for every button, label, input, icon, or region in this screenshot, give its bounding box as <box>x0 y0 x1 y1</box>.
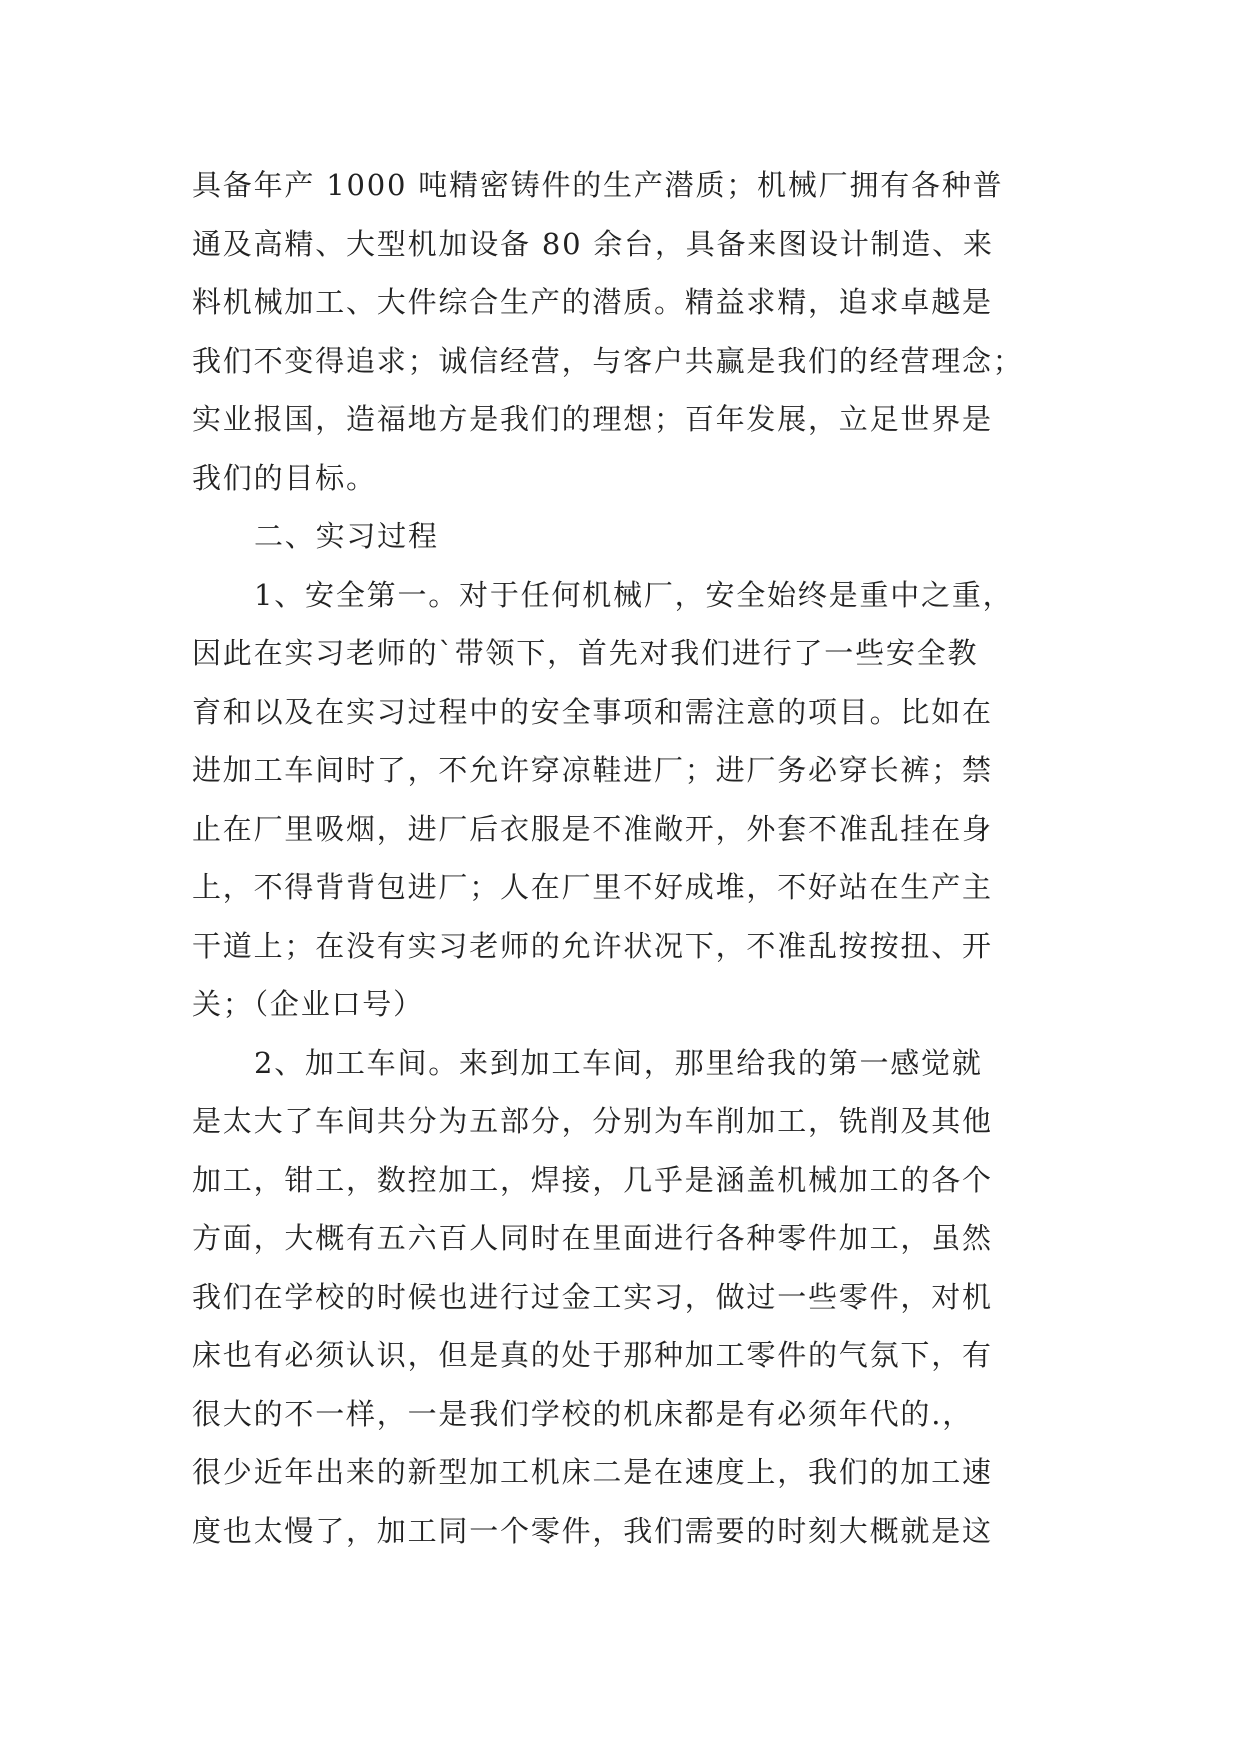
paragraph-line: 止在厂里吸烟，进厂后衣服是不准敞开，外套不准乱挂在身 <box>192 811 993 846</box>
paragraph-line: 因此在实习老师的`带领下，首先对我们进行了一些安全教 <box>192 636 979 670</box>
paragraph-line: 我们在学校的时候也进行过金工实习，做过一些零件，对机 <box>192 1279 993 1314</box>
paragraph-line: 实业报国，造福地方是我们的理想；百年发展，立足世界是 <box>192 402 993 436</box>
paragraph-line: 我们的目标。 <box>192 460 377 495</box>
paragraph-line: 关；（企业口号） <box>192 987 424 1021</box>
paragraph-line: 很大的不一样，一是我们学校的机床都是有必须年代的.， <box>192 1396 974 1431</box>
paragraph-line: 是太大了车间共分为五部分，分别为车削加工，铣削及其他 <box>192 1104 993 1138</box>
paragraph-line: 通及高精、大型机加设备 80 余台，具备来图设计制造、来 <box>192 226 994 261</box>
paragraph-line: 加工，钳工，数控加工，焊接，几乎是涵盖机械加工的各个 <box>192 1162 993 1197</box>
paragraph-line: 1、安全第一。对于任何机械厂，安全始终是重中之重， <box>254 577 1014 612</box>
paragraph-line: 进加工车间时了，不允许穿凉鞋进厂；进厂务必穿长裤；禁 <box>192 753 993 787</box>
paragraph-line: 育和以及在实习过程中的安全事项和需注意的项目。比如在 <box>192 694 993 729</box>
paragraph-line: 2、加工车间。来到加工车间，那里给我的第一感觉就 <box>254 1045 983 1080</box>
paragraph-line: 上，不得背背包进厂；人在厂里不好成堆，不好站在生产主 <box>192 870 993 904</box>
paragraph-line: 料机械加工、大件综合生产的潜质。精益求精，追求卓越是 <box>192 285 993 319</box>
paragraph-line: 床也有必须认识，但是真的处于那种加工零件的气氛下，有 <box>192 1338 993 1372</box>
paragraph-line: 度也太慢了，加工同一个零件，我们需要的时刻大概就是这 <box>192 1513 993 1548</box>
paragraph-line: 干道上；在没有实习老师的允许状况下，不准乱按按扭、开 <box>192 928 993 963</box>
section-heading: 二、实习过程 <box>254 519 439 553</box>
paragraph-line: 我们不变得追求；诚信经营，与客户共赢是我们的经营理念； <box>192 343 1024 378</box>
paragraph-line: 很少近年出来的新型加工机床二是在速度上，我们的加工速 <box>192 1455 993 1489</box>
paragraph-line: 具备年产 1000 吨精密铸件的生产潜质；机械厂拥有各种普 <box>192 168 1004 202</box>
paragraph-line: 方面，大概有五六百人同时在里面进行各种零件加工，虽然 <box>192 1221 993 1255</box>
document-body <box>192 156 1052 1560</box>
